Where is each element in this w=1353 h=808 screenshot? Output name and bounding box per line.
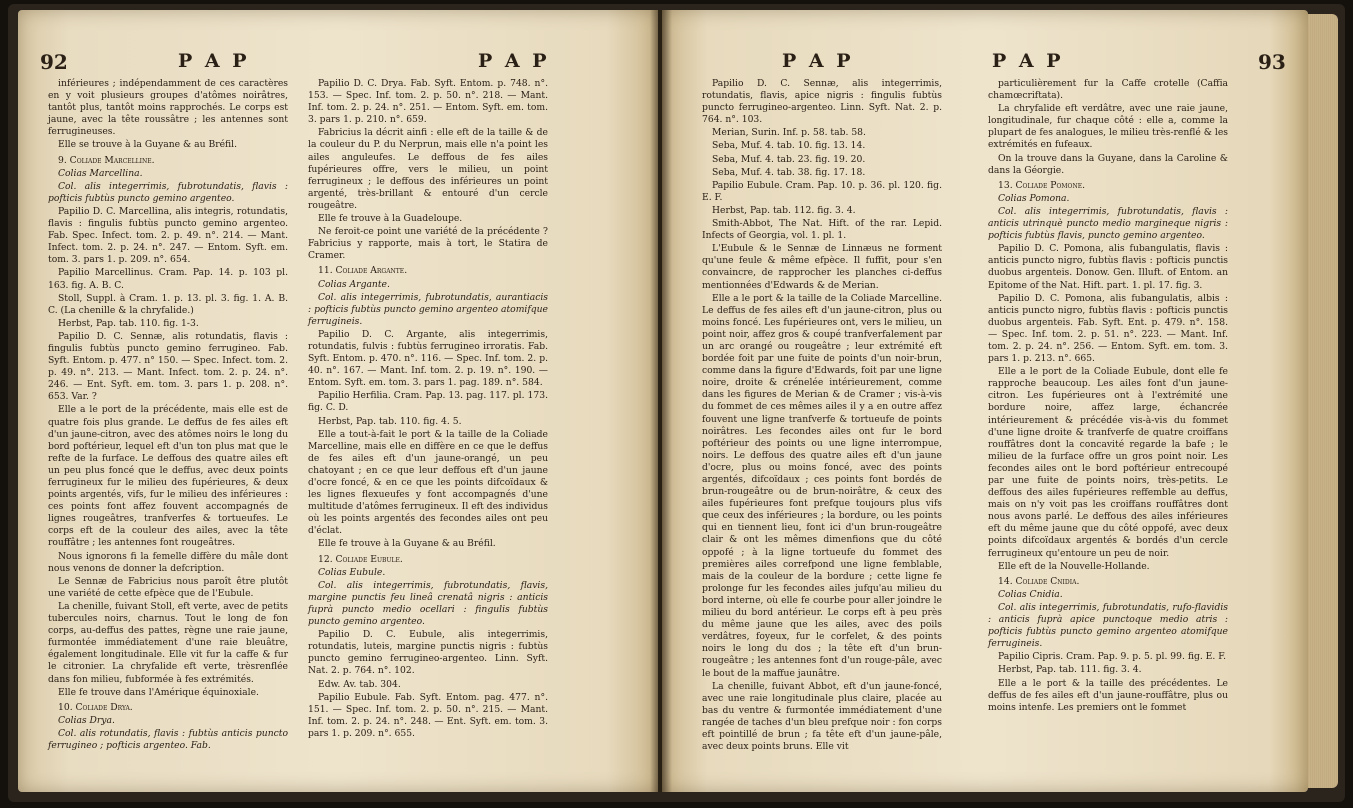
paragraph: Le Sennæ de Fabricius nous paroît être plutôt une variété de cette efpèce que de l'Eubule.	[48, 575, 288, 599]
paragraph: Ne feroit-ce point une variété de la précédente ? Fabricius y rapporte, mais à tort, le Statira de Cramer.	[308, 226, 548, 262]
paragraph: Col. alis integerrimis, fubrotundatis, flavis : pofticis fubtùs puncto gemino argenteo.	[48, 180, 288, 204]
paragraph: Colias Marcellina.	[58, 167, 143, 179]
paragraph: Colias Cnidia.	[998, 588, 1063, 600]
paragraph: Papilio Cipris. Cram. Pap. 9. p. 5. pl. 99. fig. E. F.	[998, 651, 1227, 663]
paragraph: Papilio D. C. Sennæ, alis integerrimis, rotundatis, flavis, apice nigris : fingulis fubtùs puncto ferrugineo-argenteo. Linn. Syft. Nat. 2. p. 764. n°. 103.	[702, 78, 942, 126]
paragraph: Papilio D. C. Argante, alis integerrimis, rotundatis, fulvis : fubtùs ferrugineo irroratis. Fab. Syft. Entom. p. 470. n°. 116. — Spec. Inf. tom. 2. p. 40. n°. 167. — Mant. Inf. tom. 2. p. 19. n°. 190. — Entom. Syft. em. tom. 3. pars 1. pag. 189. n°. 584.	[308, 328, 548, 389]
paragraph: Merian, Surin. Inf. p. 58. tab. 58.	[712, 127, 866, 139]
paragraph: Herbst, Pap. tab. 110. fig. 1-3.	[58, 317, 199, 329]
paragraph: La chenille, fuivant Stoll, eft verte, avec de petits tubercules noirs, charnus. Tout le long de fon corps, au-deffus des pattes, règne une raie jaune, furmontée immédiatement d'une raie bleuâtre, également longitudinale. Elle vit fur la caffe & fur le citronier. La chryfalide eft verte, trèsrenflée dans fon milieu, fubformée à fes extrémités.	[48, 600, 288, 685]
paragraph: Seba, Muf. 4. tab. 23. fig. 19. 20.	[712, 153, 866, 165]
paragraph: La chryfalide eft verdâtre, avec une raie jaune, longitudinale, fur chaque côté : elle a, comme la plupart de fes analogues, le milieu très-renflé & les extrémités en fufeaux.	[988, 103, 1228, 151]
paragraph: Papilio D. C. Sennæ, alis rotundatis, flavis : fingulis fubtùs puncto gemino ferrugineo. Fab. Syft. Entom. p. 477. n° 150. — Spec. Infect. tom. 2. p. 49. n°. 213. — Mant. Infect. tom. 2. p. 24. n°. 246. — Ent. Syft. em. tom. 3. pars 1. p. 208. n°. 653. Var. ?	[48, 330, 288, 403]
paragraph: Elle a le port & la taille de la Coliade Marcelline. Le deffus de fes ailes eft d'un jaune-citron, plus ou moins foncé. Les fupérieures ont, vers le milieu, un point noir, affez gros & coupé tranfverfalement par un arc orangé ou rougeâtre ; leur extrémité eft bordée foit par une fuite de points d'un noir-brun, comme dans la figure d'Edwards, foit par une ligne noire, droite & crénelée intérieurement, comme dans les figures de Merian & de Cramer ; vis-à-vis du fommet de ces mêmes ailes il y a en outre affez fouvent une ligne tranfverfe & tortueufe de points noirâtres. Les fecondes ailes ont fur le bord poftérieur des points ou une ligne interrompue, noirs. Le deffous des quatre ailes eft d'un jaune d'ocre, plus ou moins foncé, avec des points argentés, difcoïdaux ; ces points font bordés de brun-rougeâtre ou de brun-noirâtre, & ceux des ailes fupérieures font prefque toujours plus vifs que ceux des inférieures ; la bordure, ou les points qui en tiennent lieu, font ici d'un brun-rougeâtre clair & ont les mêmes dimenfions que du côté oppofé ; à la ligne tortueufe du fommet des premières ailes correfpond une ligne femblable, mais de la couleur de la bordure ; cette ligne fe prolonge fur les fecondes ailes jufqu'au milieu du bord interne, où elle fe courbe pour aller joindre le milieu du bord antérieur. Le corps eft à peu près du même jaune que les ailes, avec des poils verdâtres, foyeux, fur le corfelet, & des points noirs le long du dos ; la tête eft d'un brun-rougeâtre ; les antennes font d'un rouge-pâle, avec le bout de la maffue jaunâtre.	[702, 292, 942, 679]
paragraph: Col. alis integerrimis, fubrotundatis, flavis, margine punctis feu lineâ crenatâ nigris : anticis fuprà puncto medio ocellari : fingulis fubtùs puncto gemino argenteo.	[308, 579, 548, 628]
paragraph: 11. Coliade Argante.	[318, 265, 408, 277]
paragraph: inférieures ; indépendamment de ces caractères en y voit plusieurs groupes d'atômes noirâtres, tantôt plus, tantôt moins rapprochés. Le corps est jaune, avec la tête roussâtre ; les antennes sont ferrugineuses.	[48, 78, 288, 138]
paragraph: particulièrement fur la Caffe crotelle (Caffia chamœcriftata).	[988, 78, 1228, 102]
paragraph: 10. Coliade Drya.	[58, 701, 133, 713]
paragraph: Papilio Eubule. Fab. Syft. Entom. pag. 477. n°. 151. — Spec. Inf. tom. 2. p. 50. n°. 215. — Mant. Inf. tom. 2. p. 24. n°. 248. — Ent. Syft. em. tom. 3. pars 1. p. 209. n°. 655.	[308, 691, 548, 739]
paragraph: Papilio D. C. Pomona, alis fubangulatis, albis : anticis puncto nigro, fubtùs flavis : pofticis punctis duobus argenteis. Fab. Syft. Ent. p. 479. n°. 158. — Spec. Inf. tom. 2. p. 51. n°. 223. — Mant. Inf. tom. 2. p. 24. n°. 256. — Entom. Syft. em. tom. 3. pars 1. p. 213. n°. 665.	[988, 292, 1228, 365]
paragraph: Col. alis integerrimis, fubrotundatis, rufo-flavidis : anticis fuprà apice punctoque medio atris : pofticis fubtùs puncto gemino argenteo atomifque ferrugineis.	[988, 601, 1228, 650]
left-page	[18, 10, 658, 792]
paragraph: L'Eubule & le Sennæ de Linnæus ne forment qu'une feule & même efpèce. Il fuffit, pour s'en convaincre, de rapprocher les planches ci-deffus mentionnées d'Edwards & de Merian.	[702, 243, 942, 291]
paragraph: Elle fe trouve à la Guadeloupe.	[318, 213, 463, 225]
paragraph: Edw. Av. tab. 304.	[318, 678, 401, 690]
right-running-header-2: P A P	[992, 50, 1064, 72]
paragraph: Col. alis rotundatis, flavis : fubtùs anticis puncto ferrugineo ; pofticis argenteo. Fab.	[48, 727, 288, 751]
paragraph: Seba, Muf. 4. tab. 10. fig. 13. 14.	[712, 140, 866, 152]
left-column-1	[48, 78, 288, 753]
paragraph: Herbst, Pap. tab. 112. fig. 3. 4.	[712, 204, 856, 216]
paragraph: Papilio D. C. Eubule, alis integerrimis, rotundatis, luteis, margine punctis nigris : fubtùs puncto gemino ferrugineo-argenteo. Linn. Syft. Nat. 2. p. 764. n°. 102.	[308, 629, 548, 677]
paragraph: Seba, Muf. 4. tab. 38. fig. 17. 18.	[712, 166, 866, 178]
paragraph: Papilio Marcellinus. Cram. Pap. 14. p. 103 pl. 163. fig. A. B. C.	[48, 267, 288, 291]
paragraph: Papilio D. C. Drya. Fab. Syft. Entom. p. 748. n°. 153. — Spec. Inf. tom. 2. p. 50. n°. 218. — Mant. Inf. tom. 2. p. 24. n°. 251. — Entom. Syft. em. tom. 3. pars 1. p. 210. n°. 659.	[308, 78, 548, 126]
paragraph: 12. Coliade Eubule.	[318, 553, 403, 565]
paragraph: Nous ignorons fi la femelle diffère du mâle dont nous venons de donner la defcription.	[48, 550, 288, 574]
paragraph: Elle a le port & la taille des précédentes. Le deffus de fes ailes eft d'un jaune-rouffâtre, plus ou moins intenfe. Les premiers ont le fommet	[988, 677, 1228, 713]
page-edges	[1308, 14, 1338, 788]
paragraph: Elle fe trouve à la Guyane & au Bréfil.	[318, 538, 496, 550]
paragraph: Colias Pomona.	[998, 192, 1070, 204]
right-column-1	[702, 78, 942, 754]
paragraph: Colias Argante.	[318, 278, 390, 290]
paragraph: Col. alis integerrimis, fubrotundatis, aurantiacis : pofticis fubtùs puncto gemino argenteo atomifque ferrugineis.	[308, 291, 548, 327]
left-running-header-2: P A P	[478, 50, 550, 72]
paragraph: Stoll, Suppl. à Cram. 1. p. 13. pl. 3. fig. 1. A. B. C. (La chenille & la chryfalide.)	[48, 292, 288, 316]
paragraph: Papilio D. C. Marcellina, alis integris, rotundatis, flavis : fingulis fubtùs puncto gemino argenteo. Fab. Spec. Infect. tom. 2. p. 49. n°. 214. — Mant. Infect. tom. 2. p. 24. n°. 247. — Entom. Syft. em. tom. 3. pars 1. p. 209. n°. 654.	[48, 205, 288, 266]
right-page	[662, 10, 1308, 792]
left-page-number: 92	[40, 50, 68, 74]
paragraph: On la trouve dans la Guyane, dans la Caroline & dans la Géorgie.	[988, 152, 1228, 176]
paragraph: 13. Coliade Pomone.	[998, 179, 1085, 191]
book-gutter	[650, 10, 672, 792]
paragraph: Elle a le port de la précédente, mais elle est de quatre fois plus grande. Le deffus de fes ailes eft d'un jaune-citron, avec des atômes noirs le long du bord poftérieur, lequel eft d'un ton plus mat que le refte de la furface. Le deffous des quatre ailes eft un peu plus foncé que le deffus, avec deux points ferrugineux fur le milieu des fupérieures, & deux points argentés, vifs, fur le milieu des inférieures : ces points font affez fouvent accompagnés de lignes rougeâtres, tranfverfes & tortueufes. Le corps eft de la couleur des ailes, avec la tête rouffâtre ; les antennes font rougeâtres.	[48, 404, 288, 549]
paragraph: Herbst, Pap. tab. 111. fig. 3. 4.	[998, 664, 1142, 676]
right-column-2	[988, 78, 1228, 715]
paragraph: Elle eft de la Nouvelle-Hollande.	[998, 560, 1150, 572]
right-page-number: 93	[1258, 50, 1286, 74]
paragraph: Papilio D. C. Pomona, alis fubangulatis, flavis : anticis puncto nigro, fubtùs flavis : pofticis punctis duobus argenteis. Donow. Gen. Illuft. of Entom. an Epitome of the Nat. Hift. part. 1. pl. 17. fig. 3.	[988, 243, 1228, 291]
paragraph: Elle fe trouve dans l'Amérique équinoxiale.	[58, 686, 259, 698]
paragraph: Colias Eubule.	[318, 566, 386, 578]
paragraph: Elle a tout-à-fait le port & la taille de la Coliade Marcelline, mais elle en diffère en ce que le deffus de fes ailes eft d'un jaune-orangé, un peu chatoyant ; en ce que leur deffous eft d'un jaune d'ocre foncé, & en ce que les points difcoïdaux & les lignes flexueufes y font accompagnés d'une multitude d'atômes ferrugineux. Il eft des individus où les points argentés des fecondes ailes ont peu d'éclat.	[308, 428, 548, 537]
paragraph: 9. Coliade Marcelline.	[58, 154, 155, 166]
left-running-header-1: P A P	[178, 50, 250, 72]
paragraph: Col. alis integerrimis, fubrotundatis, flavis : anticis utrinquè puncto medio margineque nigris : pofticis fubtùs flavis, puncto gemino argenteo.	[988, 205, 1228, 242]
paragraph: Fabricius la décrit ainfi : elle eft de la taille & de la couleur du P. du Nerprun, mais elle n'a point les ailes anguleufes. Le deffous de fes ailes fupérieures offre, vers le milieu, un point ferrugineux ; le deffous des inférieures un point argenté, très-brillant & entouré d'un cercle rougeâtre.	[308, 127, 548, 211]
right-running-header-1: P A P	[782, 50, 854, 72]
left-column-2	[308, 78, 548, 741]
paragraph: 14. Coliade Cnidia.	[998, 575, 1080, 587]
paragraph: Herbst, Pap. tab. 110. fig. 4. 5.	[318, 415, 462, 427]
paragraph: Smith-Abbot, The Nat. Hift. of the rar. Lepid. Infects of Georgia, vol. 1. pl. 1.	[702, 218, 942, 242]
paragraph: Elle a le port de la Coliade Eubule, dont elle fe rapproche beaucoup. Les ailes font d'un jaune-citron. Les fupérieures ont à l'extrémité une bordure noire, affez large, échancrée intérieurement & précédée vis-à-vis du fommet d'une ligne droite & tranfverfe de quatre croiffans rouffâtres dont la concavité regarde la bafe ; le milieu de la furface offre un gros point noir. Les fecondes ailes ont le bord poftérieur entrecoupé par une fuite de points noirs, très-petits. Le deffous des ailes fupérieures reffemble au deffus, mais on n'y voit pas les croiffans rouffâtres dont nous avons parlé. Le deffous des ailes inférieures eft du même jaune que du côté oppofé, avec deux points difcoïdaux argentés & bordés d'un cercle ferrugineux qu'entoure un peu de noir.	[988, 366, 1228, 559]
paragraph: La chenille, fuivant Abbot, eft d'un jaune-foncé, avec une raie longitudinale plus claire, placée au bas du ventre & furmontée immédiatement d'une rangée de taches d'un bleu prefque noir : fon corps eft pointillé de brun ; fa tête eft d'un jaune-pâle, avec deux points bruns. Elle vit	[702, 680, 942, 753]
paragraph: Papilio Eubule. Cram. Pap. 10. p. 36. pl. 120. fig. E. F.	[702, 179, 942, 203]
paragraph: Papilio Herfilia. Cram. Pap. 13. pag. 117. pl. 173. fig. C. D.	[308, 390, 548, 414]
paragraph: Elle se trouve à la Guyane & au Bréfil.	[58, 139, 238, 151]
paragraph: Colias Drya.	[58, 714, 115, 726]
